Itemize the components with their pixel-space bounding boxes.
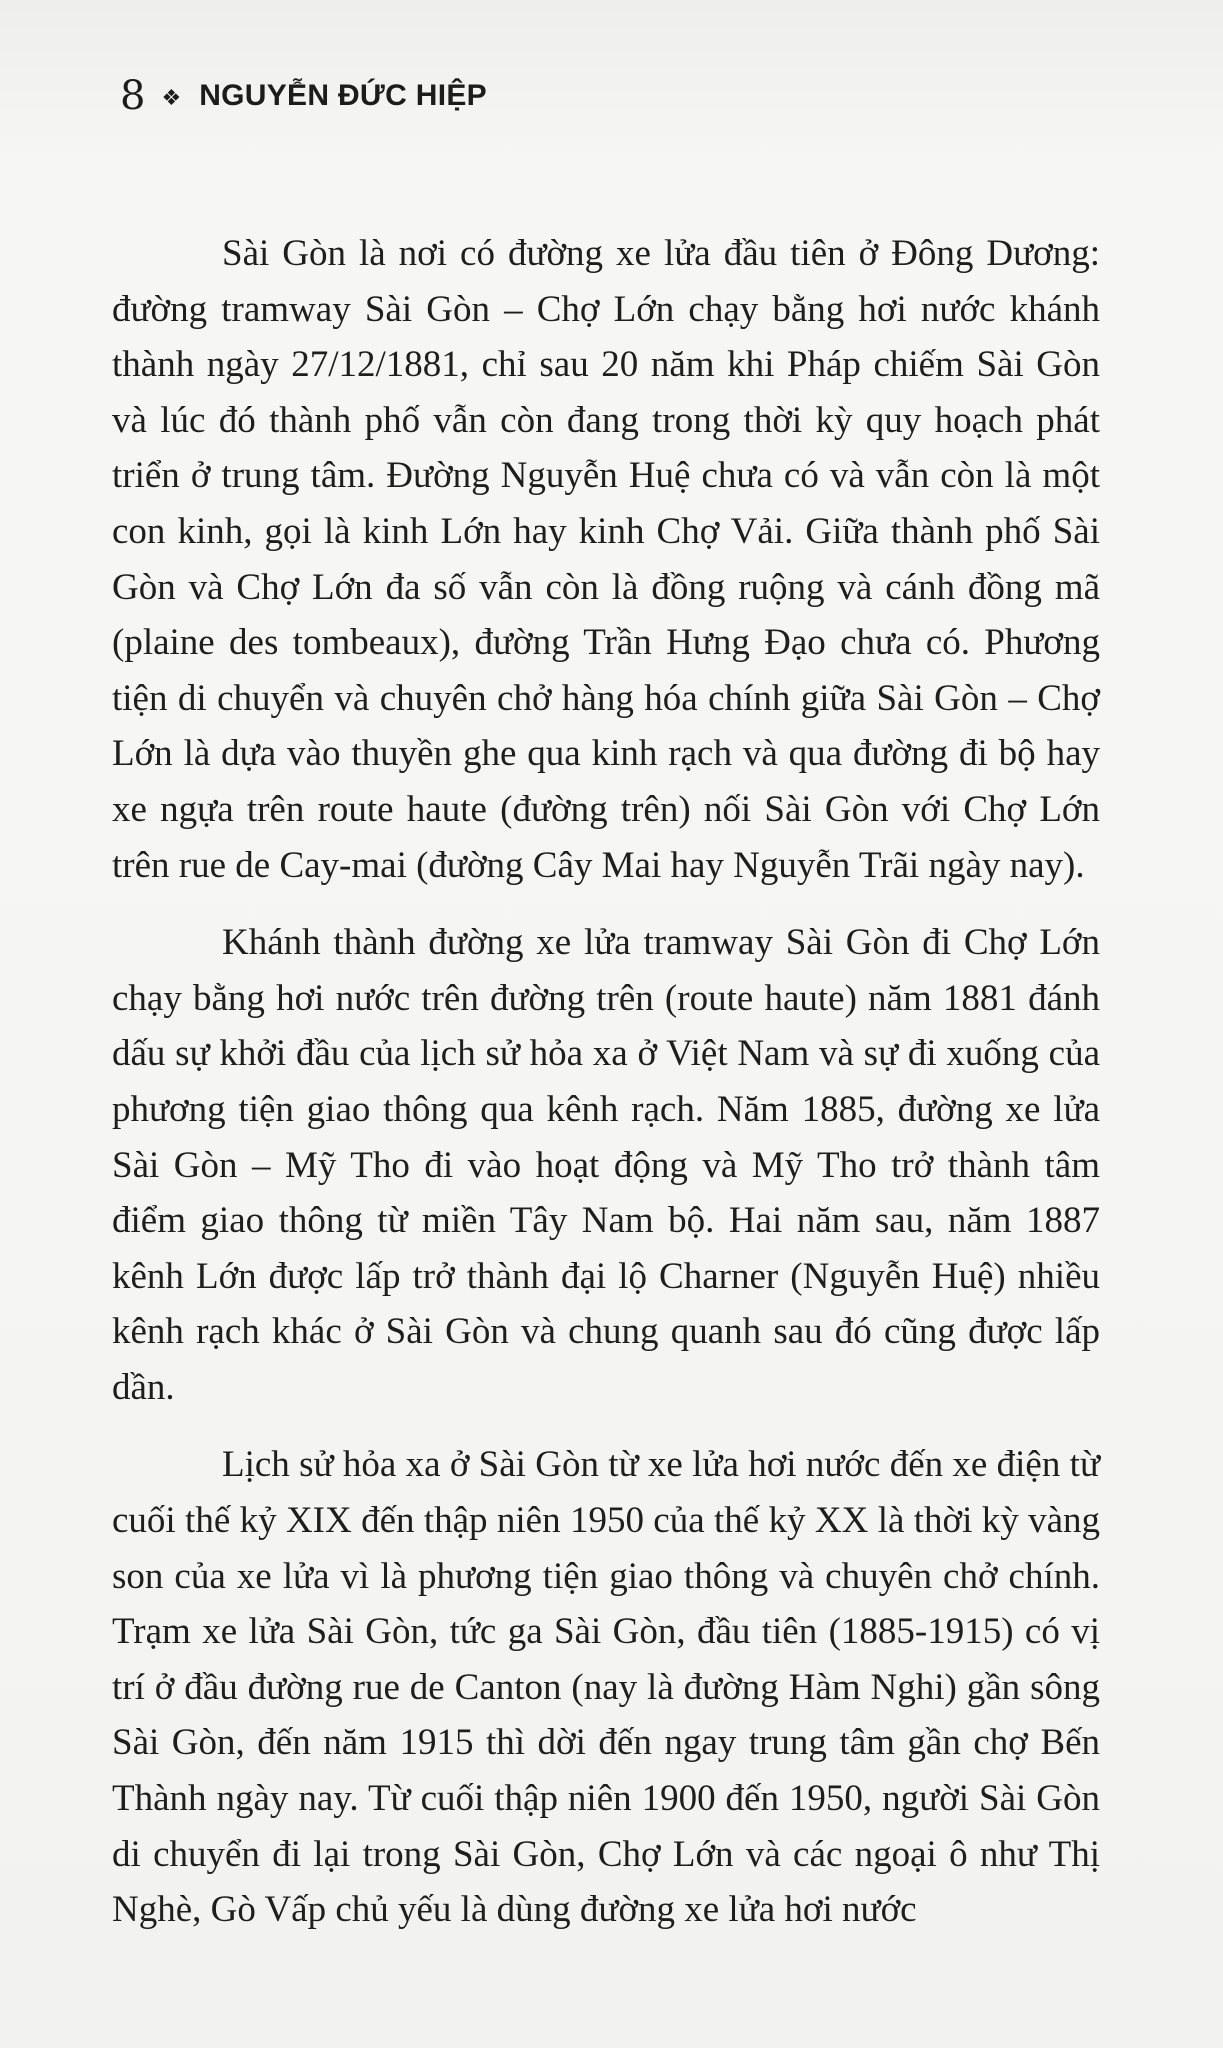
paragraph-1: Sài Gòn là nơi có đường xe lửa đầu tiên ở Đông Dương: đường tramway Sài Gòn – Chợ Lớn chạy bằng hơi nước khánh thành ngày 27/12/1881, chỉ sau 20 năm khi Pháp chiếm Sài Gòn và lúc đó thành phố vẫn còn đang trong thời kỳ quy hoạch phát triển ở trung tâm. Đường Nguyễn Huệ chưa có và vẫn còn là một con kinh, gọi là kinh Lớn hay kinh Chợ Vải. Giữa thành phố Sài Gòn và Chợ Lớn đa số vẫn còn là đồng ruộng và cánh đồng mã (plaine des tombeaux), đường Trần Hưng Đạo chưa có. Phương tiện di chuyển và chuyên chở hàng hóa chính giữa Sài Gòn – Chợ Lớn là dựa vào thuyền ghe qua kinh rạch và qua đường đi bộ hay xe ngựa trên route haute (đường trên) nối Sài Gòn với Chợ Lớn trên rue de Cay-mai (đường Cây Mai hay Nguyễn Trãi ngày nay). [112, 233, 1100, 886]
diamond-separator-icon: ❖ [161, 85, 182, 111]
author-name: NGUYỄN ĐỨC HIỆP [199, 79, 487, 112]
page-header [120, 73, 487, 119]
page-number: 8 [120, 73, 146, 119]
body-text [112, 226, 1100, 1960]
paragraph-3: Lịch sử hỏa xa ở Sài Gòn từ xe lửa hơi nước đến xe điện từ cuối thế kỷ XIX đến thập niên 1950 của thế kỷ XX là thời kỳ vàng son của xe lửa vì là phương tiện giao thông và chuyên chở chính. Trạm xe lửa Sài Gòn, tức ga Sài Gòn, đầu tiên (1885-1915) có vị trí ở đầu đường rue de Canton (nay là đường Hàm Nghi) gần sông Sài Gòn, đến năm 1915 thì dời đến ngay trung tâm gần chợ Bến Thành ngày nay. Từ cuối thập niên 1900 đến 1950, người Sài Gòn di chuyển đi lại trong Sài Gòn, Chợ Lớn và các ngoại ô như Thị Nghè, Gò Vấp chủ yếu là dùng đường xe lửa hơi nước [112, 1444, 1100, 1931]
paragraph-2: Khánh thành đường xe lửa tramway Sài Gòn đi Chợ Lớn chạy bằng hơi nước trên đường trên (route haute) năm 1881 đánh dấu sự khởi đầu của lịch sử hỏa xa ở Việt Nam và sự đi xuống của phương tiện giao thông qua kênh rạch. Năm 1885, đường xe lửa Sài Gòn – Mỹ Tho đi vào hoạt động và Mỹ Tho trở thành tâm điểm giao thông từ miền Tây Nam bộ. Hai năm sau, năm 1887 kênh Lớn được lấp trở thành đại lộ Charner (Nguyễn Huệ) nhiều kênh rạch khác ở Sài Gòn và chung quanh sau đó cũng được lấp dần. [112, 922, 1100, 1408]
